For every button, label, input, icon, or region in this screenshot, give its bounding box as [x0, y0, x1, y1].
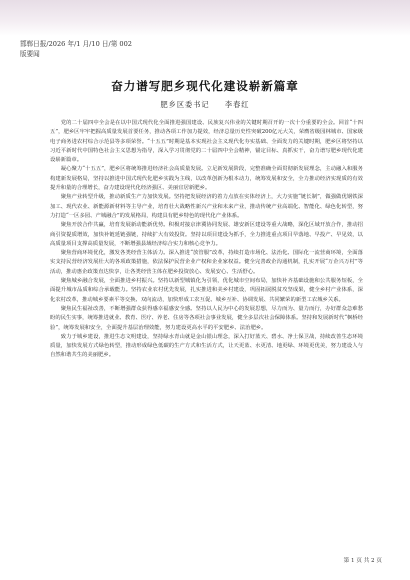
- paragraph: 聚焦民生福祉改善，不断增强群众获得感幸福感安全感。坚持以人民为中心的发展思想，尽力而为、量力而行，办好群众急难愁盼的民生实事，统筹推进就业、教育、医疗、养老、住房等各项社会事业发展，健全多层次社会保障体系。坚持和发展新时代“枫桥经验”，统筹发展和安全，全面提升基层治理效能，努力建设更高水平的平安肥乡、法治肥乡。: [50, 305, 363, 331]
- newspaper-header: 邯郸日报/2026 年/1 月/10 日/第 002: [20, 40, 132, 48]
- paragraph: 聚焦产业转型升级，推动新质生产力加快发展。坚持把发展经济的着力点放在实体经济上，大力实施“链长制”，做强做优钢铁深加工、现代农业、新能源新材料等主导产业，培育壮大战略性新兴产业和未来产业，推动传统产业高端化、智能化、绿色化转型，努力打造“一区多园、产城融合”的发展格局，构建具有肥乡特色的现代化产业体系。: [50, 194, 363, 219]
- author-name: 李春红: [224, 100, 250, 109]
- article-body: [50, 119, 363, 361]
- paragraph: 聚焦营商环境优化，激发各类经营主体活力。深入推进“放管服”改革，持续打造市场化、法治化、国际化一流营商环境，全面落实支持民营经济发展壮大的各项政策措施，依法保护民营企业产权和企业家权益。健全完善政企沟通机制，扎实开展“万企兴万村”等活动，推动惠企政策直达快享，让各类经营主体在肥乡投资放心、发展安心、生活舒心。: [50, 250, 363, 275]
- byline: [0, 100, 410, 110]
- author-role: 肥乡区委书记: [160, 100, 210, 109]
- paragraph: 凝心聚力“十五五”，肥乡区将统筹推进经济社会高质量发展。立足新发展阶段，完整准确全面贯彻新发展理念，主动融入和服务构建新发展格局，坚持以推进中国式现代化肥乡实践为主线，以改革创新为根本动力，统筹发展和安全，全力推动经济实现质的有效提升和量的合理增长，奋力建设现代化经济强区、美丽宜居新肥乡。: [50, 166, 363, 192]
- top-banner: [0, 0, 410, 36]
- paragraph: 聚焦开放合作共赢，培育发展新动能新优势。积极对接京津冀协同发展、雄安新区建设等重大战略，深化区域开放合作，推动招商引资提质增效，加快补链延链强链，持续扩大有效投资。坚持以项目建设为抓手，全力推进重点项目早落地、早投产、早见效，以高质量项目支撑高质量发展，不断增强县域经济综合实力和核心竞争力。: [50, 222, 363, 247]
- paragraph: 聚焦城乡融合发展，全面推进乡村振兴。坚持以新型城镇化为引领，优化城市空间布局，加快补齐基础设施和公共服务短板，全面提升城市品质和综合承载能力。坚持农业农村优先发展，扎实推进和美乡村建设，巩固拓展脱贫攻坚成果，健全乡村产业体系，深化农村改革，推动城乡要素平等交换、双向流动，加快形成工农互促、城乡互补、协调发展、共同繁荣的新型工农城乡关系。: [50, 278, 363, 303]
- paragraph: 党的二十届四中全会是在以中国式现代化全面推进强国建设、民族复兴伟业的关键时期召开的一次十分重要的全会。回首“十四五”，肥乡区牢牢把握高质量发展首要任务，推动各项工作加力提效，经济总量历史性突破200亿元大关，荣膺省级园林城市、国家级电子商务进农村综合示范县等多项荣誉。“十五五”时期是基本实现社会主义现代化夯实基础、全面发力的关键时期，肥乡区将坚持以习近平新时代中国特色社会主义思想为指导，深入学习贯彻党的二十届四中全会精神，锚定目标、真抓实干，奋力谱写肥乡现代化建设崭新篇章。: [50, 120, 363, 164]
- page-number: 第 1 页 共 2 页: [343, 558, 382, 564]
- edition-label: 版要闻: [20, 50, 40, 58]
- article-title: 奋力谱写肥乡现代化建设崭新篇章: [111, 79, 299, 93]
- paragraph: 致力于城乡建设，推进生态文明建设，坚持绿水青山就是金山银山理念，深入打好蓝天、碧水、净土保卫战，持续改善生态环境质量，加快发展方式绿色转型，推动形成绿色低碳的生产方式和生活方式，让天更蓝、水更清、地更绿、环境更优美，努力建设人与自然和谐共生的美丽肥乡。: [50, 333, 363, 359]
